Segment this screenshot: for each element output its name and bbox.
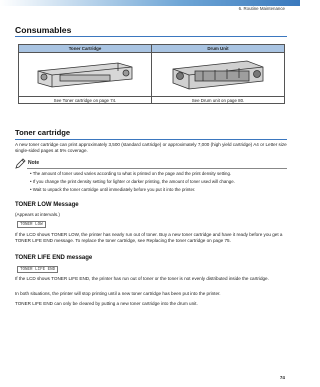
lcd-toner-low: TONER LOW — [17, 221, 46, 228]
toner-yield-paragraph: A new toner cartridge can print approximately 3,500 (standard cartridge) or approximately 7,000 (high yield cartridge) A4 or Letter size single-sided pages at 5% coverage. — [15, 142, 287, 154]
toner-caption: See Toner cartridge on page 74. — [19, 97, 152, 104]
toner-cartridge-icon — [30, 57, 140, 91]
page-number: 74 — [279, 375, 285, 380]
drum-unit-image-cell — [152, 53, 285, 97]
consumables-table — [18, 44, 285, 104]
title-rule — [15, 36, 287, 37]
note-pencil-icon — [15, 158, 26, 169]
toner-cartridge-image-cell — [19, 53, 152, 97]
note-bullet: • Wait to unpack the toner cartridge until immediately before you put it into the printer. — [30, 187, 196, 193]
toner-title-rule — [15, 139, 287, 140]
toner-end-title: TONER LIFE END message — [15, 255, 93, 261]
toner-low-title: TONER LOW Message — [15, 202, 79, 208]
drum-unit-icon — [163, 57, 273, 91]
toner-end-paragraph-3: TONER LIFE END can only be cleared by putting a new toner cartridge into the drum unit. — [15, 301, 198, 306]
note-bullet: • The amount of toner used varies according to what is printed on the page and the print density setting. — [30, 171, 232, 176]
note-bullet: • If you change the print density setting for lighter or darker printing, the amount of toner used will change. — [30, 179, 235, 185]
note-title: Note — [28, 160, 40, 166]
drum-caption: See Drum unit on page 80. — [152, 97, 285, 104]
col-header-toner: Toner Cartridge — [19, 45, 152, 53]
toner-end-paragraph-2: In both situations, the printer will stop printing until a new toner cartridge has been put into the printer. — [15, 291, 221, 296]
toner-low-sub: (Appears at intervals.) — [15, 212, 60, 217]
section-title-toner: Toner cartridge — [15, 128, 71, 137]
section-title-consumables: Consumables — [15, 25, 72, 35]
note-bullets — [30, 171, 286, 196]
chapter-header: 6. Routine Maintenance — [238, 6, 285, 11]
toner-end-paragraph-1: If the LCD shows TONER LIFE END, the printer has run out of toner or the toner is not evenly distributed inside the cartridge. — [15, 276, 269, 281]
lcd-toner-life-end: TONER LIFE END — [17, 266, 58, 273]
note-rule — [27, 168, 287, 169]
col-header-drum: Drum Unit — [152, 45, 285, 53]
toner-low-paragraph: If the LCD shows TONER LOW, the printer has nearly run out of toner. Buy a new toner cartridge and have it ready before you get a TONER LIFE END message. To replace the toner cartridge, see Replacing the toner cartridge on page 75. — [15, 232, 283, 244]
